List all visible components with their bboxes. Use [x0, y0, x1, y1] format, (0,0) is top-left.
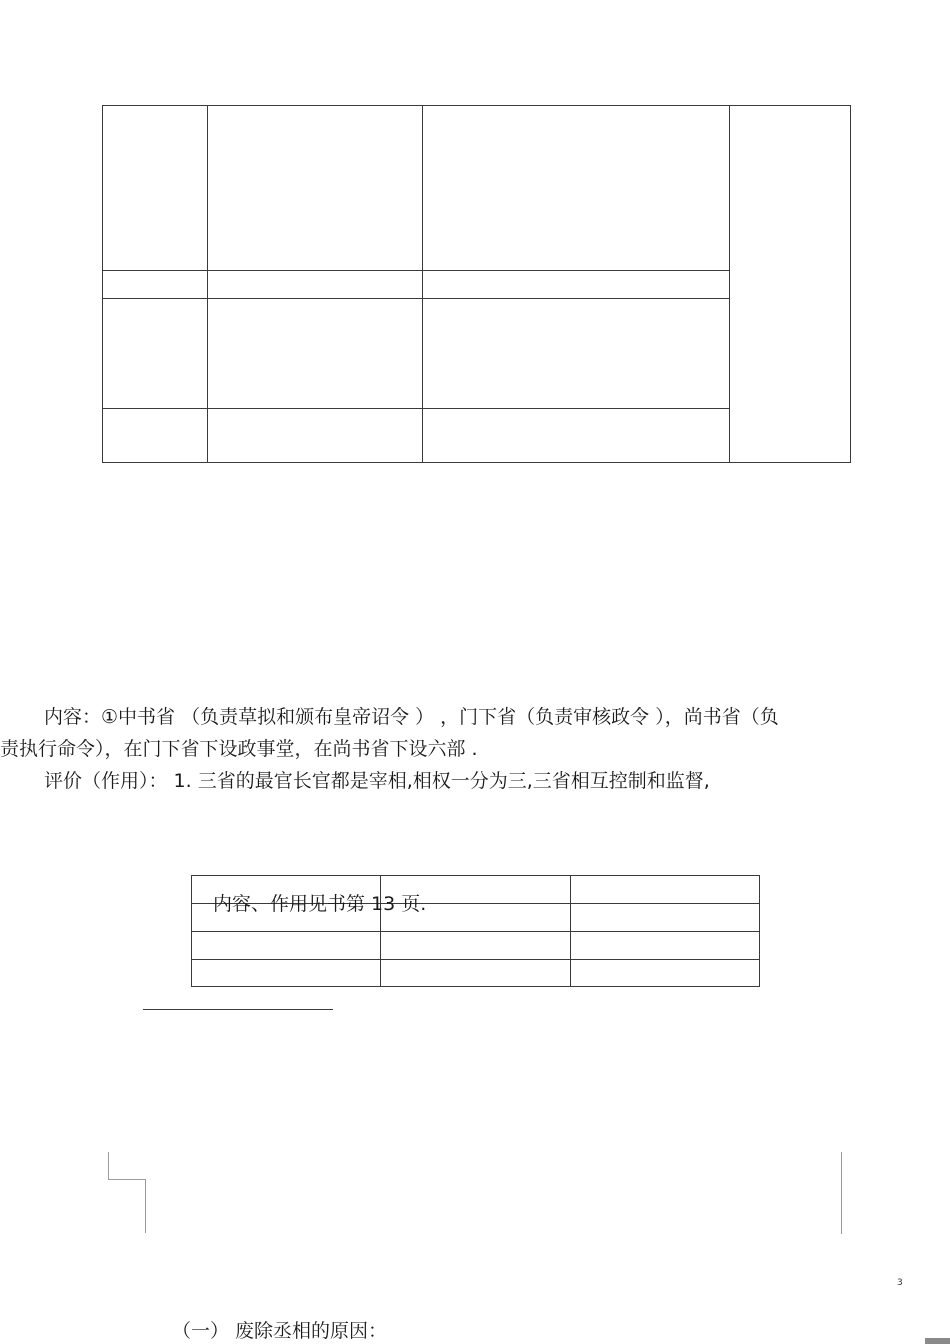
section-heading: （一） 废除丞相的原因： [172, 1320, 388, 1342]
paragraph-line-3: 评价（作用）： 1. 三省的最官长官都是宰相,相权一分为三,三省相互控制和监督, [44, 770, 710, 792]
footnote-separator [143, 1009, 333, 1010]
table-note: 内容、作用见书第 13 页. [213, 893, 427, 915]
paragraph-line-1: 内容：①中书省 （负责草拟和颁布皇帝诏令 ） ，门下省（负责审核政令 ），尚书省（负 [44, 706, 779, 728]
paragraph-line-2: 责执行命令），在门下省下设政事堂，在尚书省下设六部 . [0, 738, 478, 760]
page-number: 3 [897, 1278, 903, 1288]
corner-mark [925, 1338, 950, 1344]
